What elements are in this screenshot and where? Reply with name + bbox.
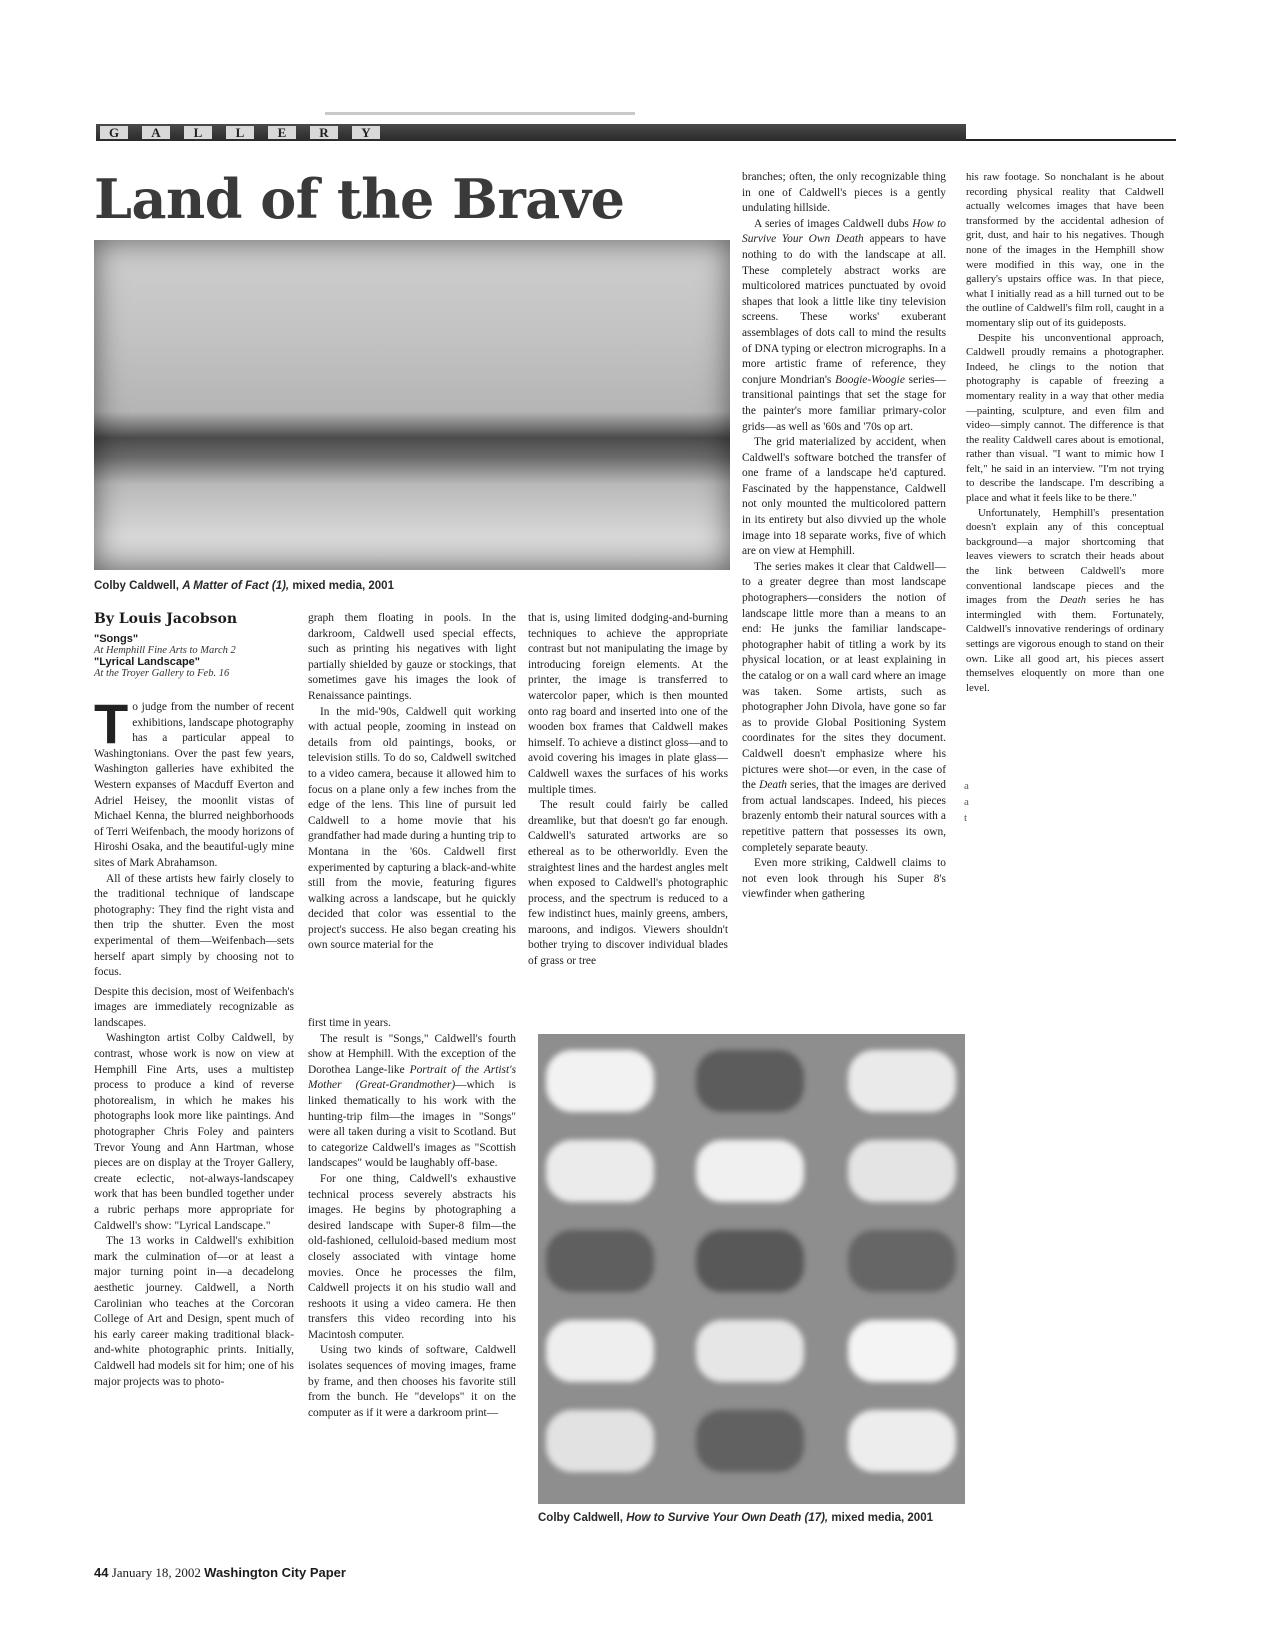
paragraph: that is, using limited dodging-and-burning techniques to achieve the appropriate contrast but not manipulating the image by introducing foreign elements. At the printer, the image is transferred to watercolor paper, which is then mounted onto rag board and inserted into one of the wooden box frames that Caldwell makes himself. To achieve a distinct gloss—and to avoid covering his images in plate glass—Caldwell waxes the surfaces of his works multiple times.: [528, 612, 728, 796]
paragraph: The result could fairly be called dreamlike, but that doesn't go far enough. Caldwell's saturated artworks are so ethereal as to be otherworldly. Even the straightest lines and the hardest angles melt when exposed to Caldwell's photographic process, and the spectrum is reduced to a few indistinct hues, mainly greens, ambers, maroons, and indigos. Viewers shouldn't bother trying to discover individual blades of grass or tree: [528, 799, 728, 968]
grid-cell: [848, 1230, 956, 1292]
paragraph: his raw footage. So nonchalant is he about recording physical reality that Caldwell actually welcomes images that have been transformed by the accidental adhesion of grit, dust, and hair to his negatives. Though none of the images in the Hemphill show were modified in this way, one in the gallery's upstairs office was. In that piece, what I initially read as a hill turned out to be the outline of Caldwell's film roll, caught in a momentary slip out of its guideposts.: [966, 171, 1164, 329]
show-venue: At Hemphill Fine Arts to March 2: [94, 645, 236, 656]
top-rule: [325, 112, 635, 115]
grid-cell: [546, 1230, 654, 1292]
page-footer: [94, 1565, 346, 1581]
artwork-title: Death: [759, 779, 787, 792]
paragraph: Despite his unconventional approach, Caldwell proudly remains a photographer. Indeed, he clings to the notion that photography is capable of freezing a momentary reality in a way that other media—painting, sculpture, and even film and video—simply cannot. The difference is that the reality Caldwell cares about is emotional, rather than visual. "I want to mimic how I felt," he said in an interview. "I'm not trying to describe the landscape. I'm describing a place and what it feels like to be there.": [966, 331, 1164, 505]
grid-cell: [848, 1320, 956, 1382]
grid-cell: [696, 1320, 804, 1382]
paragraph-continued: series he has intermingled with them. Fortunately, Caldwell's innovative renderings of ordinary settings are vigorous enough to stand on their own. Like all good art, his pieces assert themselves eloquently on more than one level.: [966, 594, 1164, 694]
headline: Land of the Brave: [94, 167, 625, 231]
section-letter: R: [310, 126, 338, 139]
article-column-3: [528, 611, 728, 970]
caption-artist: Colby Caldwell,: [538, 1512, 623, 1524]
paragraph: Washington artist Colby Caldwell, by contrast, whose work is now on view at Hemphill Fine Arts, uses a multistep process to produce a kind of reverse photorealism, in which he makes his photographs look more like paintings. And photographer Chris Foley and painters Trevor Young and Ann Hartman, whose pieces are on display at the Troyer Gallery, create eclectic, not-always-landscapey work that has been bundled together under a rubric perhaps more appropriate for Caldwell's show: "Lyrical Landscape.": [94, 1032, 294, 1232]
section-letter: E: [268, 126, 296, 139]
paragraph: A series of images Caldwell dubs: [754, 217, 909, 230]
paragraph: The 13 works in Caldwell's exhibition mark the culmination of—or at least a major turning point in—a decadelong aesthetic journey. Caldwell, a North Carolinian who teaches at the Corcoran College of Art and Design, spent much of his early career making traditional black-and-white photographic prints. Initially, Caldwell had models sit for him; one of his major projects was to photo-: [94, 1235, 294, 1388]
grid-cell: [848, 1410, 956, 1472]
show-venue: At the Troyer Gallery to Feb. 16: [94, 668, 230, 679]
caption-artist: Colby Caldwell,: [94, 580, 179, 592]
scan-artifact: a: [964, 780, 969, 792]
article-column-4: [742, 170, 946, 903]
scan-artifact: t: [964, 812, 968, 824]
publication-name: Washington City Paper: [204, 1565, 346, 1580]
landscape-photo: [94, 240, 730, 570]
article-column-2-continued: [308, 1016, 516, 1421]
scan-artifact: a: [964, 796, 969, 808]
byline: By Louis Jacobson: [94, 611, 238, 627]
paragraph: All of these artists hew fairly closely to the traditional technique of landscape photography: They find the right vista and then trip the shutter. Even the most experimental of them—Weifenbach—sets herself apart simply by choosing not to focus.: [94, 872, 294, 979]
issue-date: January 18, 2002: [111, 1565, 201, 1580]
paragraph: first time in years.: [308, 1017, 391, 1029]
grid-cell: [546, 1140, 654, 1202]
grid-cell: [696, 1230, 804, 1292]
caption-media: mixed media, 2001: [292, 580, 394, 592]
section-letter: L: [226, 126, 254, 139]
artwork-title: Death: [1059, 594, 1086, 607]
section-bar-gallery: [96, 124, 966, 141]
paragraph: The series makes it clear that Caldwell—to a greater degree than most landscape photographers—considers the notion of landscape little more than a means to an end: He junks the familiar landscape-photographer habit of titling a work by its physical location, or at least explaining in the catalog or on a wall card where an image was taken. Some artists, such as photographer John Divola, have gone so far as to provide Global Positioning System coordinates for the sites they document. Caldwell doesn't emphasize where his pictures were shot—or even, in the case of the: [742, 560, 946, 792]
right-rule: [966, 139, 1176, 141]
photo-caption: [94, 580, 394, 592]
show-title: "Songs": [94, 633, 139, 645]
paragraph: In the mid-'90s, Caldwell quit working with actual people, zooming in instead on details from old paintings, books, or television stills. To do so, Caldwell switched to a video camera, because it allowed him to focus on a plane only a few inches from the edge of the lens. This line of pursuit led Caldwell to a home movie that his grandfather had made during a hunting trip to Montana in the '60s. Caldwell first experimented by capturing a black-and-white still from the movie, featuring figures walking across a landscape, but he quickly decided that color was essential to the project's success. He also began creating his own source material for the: [308, 705, 516, 952]
paragraph-continued: series—transitional paintings that set the stage for the painter's more familiar primary-color grids—as well as '60s and '70s op art.: [742, 373, 946, 433]
grid-cell: [546, 1050, 654, 1112]
paragraph: The grid materialized by accident, when Caldwell's software botched the transfer of one frame of a landscape he'd captured. Fascinated by the happenstance, Caldwell not only mounted the multicolored pattern in its entirety but also divvied up the whole image into 18 separate works, five of which are on view at Hemphill.: [742, 436, 946, 558]
paragraph: The result is "Songs," Caldwell's fourth show at Hemphill. With the exception of the Dorothea Lange-like: [308, 1032, 516, 1076]
article-column-1: [94, 692, 294, 1390]
section-letter: A: [142, 126, 170, 139]
paragraph: o judge from the number of recent exhibitions, landscape photography has a particular appeal to Washingtonians. Over the past few years, Washington galleries have exhibited the Western expanses of Macduff Everton and Adriel Heisey, the moonlit vistas of Michael Kenna, the blurred neighborhoods of Terri Weifenbach, the moody horizons of Hiroshi Osaka, and the beautiful-ugly mine sites of Mark Abrahamson.: [94, 701, 294, 869]
section-letter: Y: [352, 126, 380, 139]
show-listing: [94, 633, 294, 679]
artwork-title: How to Survive Your Own Death: [742, 217, 946, 246]
grid-cell: [696, 1410, 804, 1472]
artwork-title: Portrait of the Artist's Mother (Great-Grandmother): [308, 1063, 517, 1092]
grid-cell: [546, 1410, 654, 1472]
paragraph: Unfortunately, Hemphill's presentation doesn't explain any of this conceptual background—a major shortcoming that leaves viewers to scratch their heads about the link between Caldwell's more conventional landscape pieces and the images from the: [966, 506, 1164, 607]
article-column-5: [966, 170, 1164, 695]
paragraph-continued: —which is linked thematically to his work with the hunting-trip film—the images in "Songs" were all taken during a visit to Scotland. But to categorize Caldwell's images as "Scottish landscapes" would be laughably off-base.: [308, 1079, 516, 1170]
paragraph-continued: series, that the images are derived from actual landscapes. Indeed, his pieces brazenly entomb their natural sources with a repetitive pattern that possesses its own, completely separate beauty.: [742, 779, 947, 854]
paragraph: branches; often, the only recognizable thing in one of Caldwell's pieces is a gently undulating hillside.: [742, 171, 946, 215]
artwork-title: Boogie-Woogie: [835, 373, 905, 386]
paragraph: Despite this decision, most of Weifenbach's images are immediately recognizable as landscapes.: [94, 985, 294, 1029]
paragraph: Using two kinds of software, Caldwell isolates sequences of moving images, frame by frame, and then chooses his favorite still from the bunch. He "develops" it on the computer as if it were a darkroom print—: [308, 1344, 516, 1419]
page-number: 44: [94, 1565, 109, 1580]
show-title: "Lyrical Landscape": [94, 656, 201, 668]
grid-cell: [546, 1320, 654, 1382]
caption-title: How to Survive Your Own Death (17),: [626, 1512, 829, 1524]
abstract-grid-photo: [538, 1034, 965, 1504]
paragraph: graph them floating in pools. In the darkroom, Caldwell used special effects, such as printing his negatives with light partially shielded by gauze or stockings, that sometimes gave his images the look of Renaissance paintings.: [308, 612, 516, 702]
grid-cell: [696, 1050, 804, 1112]
caption-title: A Matter of Fact (1),: [182, 580, 290, 592]
caption-media: mixed media, 2001: [831, 1512, 933, 1524]
drop-cap: T: [94, 692, 129, 755]
section-letter: G: [100, 126, 128, 139]
paragraph-continued: appears to have nothing to do with the landscape at all. These completely abstract works are multicolored matrices punctuated by ovoid shapes that look a little like tiny television screens. These works' exuberant assemblages of dots call to mind the results of DNA typing or electron micrographs. In a more artistic frame of reference, they conjure Mondrian's: [742, 233, 946, 386]
section-letter: L: [184, 126, 212, 139]
grid-cell: [848, 1050, 956, 1112]
photo-caption: [538, 1512, 933, 1524]
grid-cell: [848, 1140, 956, 1202]
grid-cell: [696, 1140, 804, 1202]
paragraph: For one thing, Caldwell's exhaustive technical process severely abstracts his images. He begins by photographing a desired landscape with Super-8 film—the old-fashioned, celluloid-based medium most closely associated with vintage home movies. Once he processes the film, Caldwell projects it on his studio wall and reshoots it using a video camera. He then transfers this video recording into his Macintosh computer.: [308, 1172, 516, 1341]
article-column-2: [308, 611, 516, 954]
paragraph: Even more striking, Caldwell claims to not even look through his Super 8's viewfinder when gathering: [742, 857, 946, 901]
